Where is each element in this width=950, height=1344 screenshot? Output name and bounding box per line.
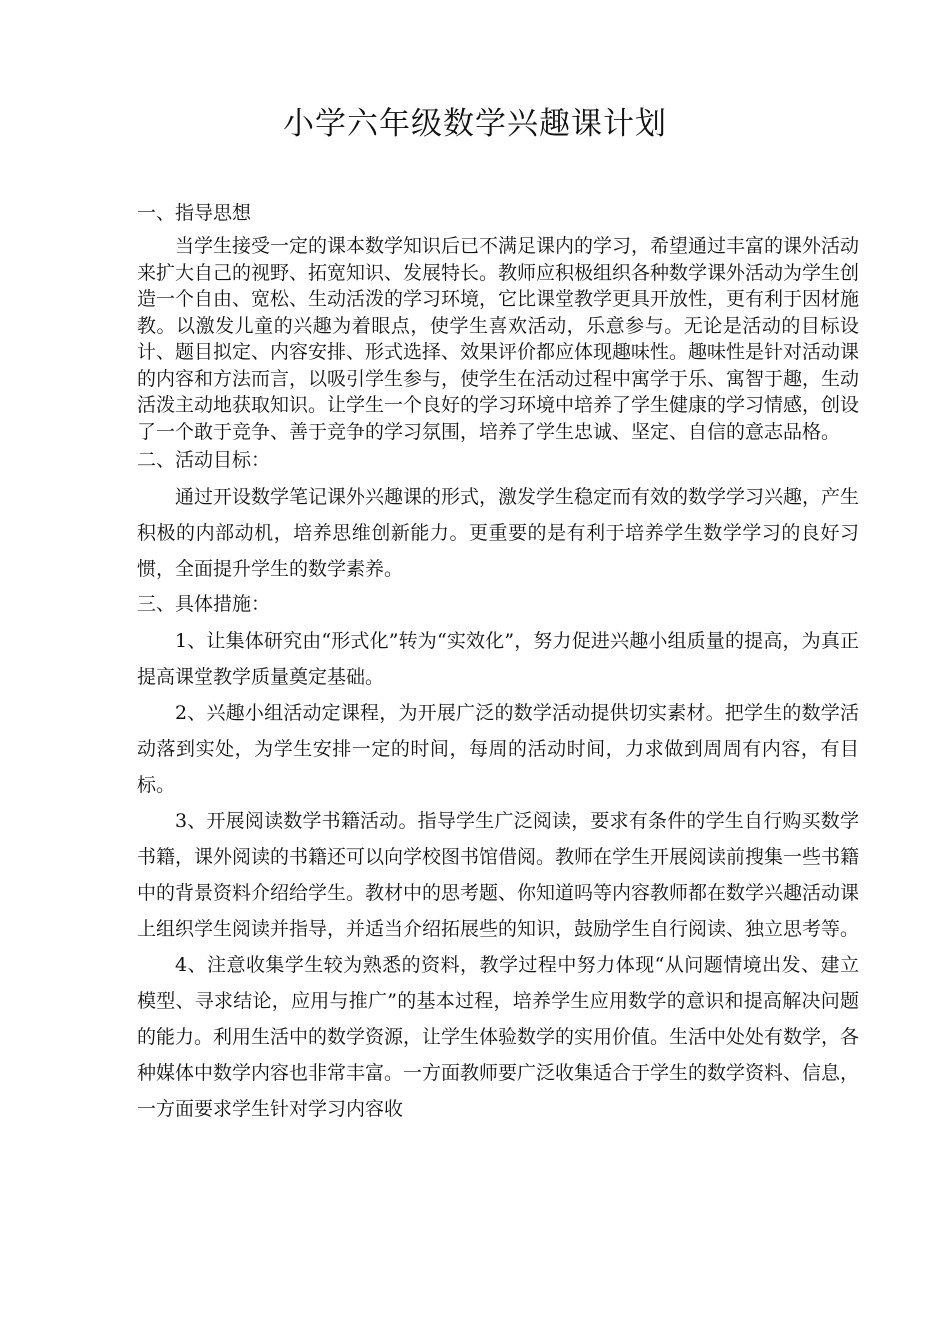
paragraph-guiding-ideology: 当学生接受一定的课本数学知识后已不满足课内的学习，希望通过丰富的课外活动来扩大自己的视野、拓宽知识、发展特长。教师应积极组织各种数学课外活动为学生创造一个自由、宽松、生动活泼的学习环境，它比课堂教学更具开放性，更有利于因材施教。以激发儿童的兴趣为着眼点，使学生喜欢活动，乐意参与。无论是活动的目标设计、题目拟定、内容安排、形式选择、效果评价都应体现趣味性。趣味性是针对活动课的内容和方法而言，以吸引学生参与，使学生在活动过程中寓学于乐、寓智于趣，生动活泼主动地获取知识。让学生一个良好的学习环境中培养了学生健康的学习情感，创设了一个敢于竞争、善于竞争的学习氛围，培养了学生忠诚、坚定、自信的意志品格。 [137,235,860,443]
section-heading-specific-measures: 三、具体措施： [137,593,271,615]
section-heading-guiding-ideology: 一、指导思想 [137,202,252,224]
measure-item-1: 1、让集体研究由“形式化”转为“实效化”，努力促进兴趣小组质量的提高，为真正提高课堂教学质量奠定基础。 [137,630,859,688]
measure-item-2: 2、兴趣小组活动定课程，为开展广泛的数学活动提供切实素材。把学生的数学活动落到实处，为学生安排一定的时间，每周的活动时间，力求做到周周有内容，有目标。 [137,702,859,796]
document-title: 小学六年级数学兴趣课计划 [283,106,667,142]
paragraph-activity-goals: 通过开设数学笔记课外兴趣课的形式，激发学生稳定而有效的数学学习兴趣，产生积极的内部动机，培养思维创新能力。更重要的是有利于培养学生数学学习的良好习惯，全面提升学生的数学素养。 [137,486,860,580]
section-heading-activity-goals: 二、活动目标： [137,449,271,471]
measure-item-4: 4、注意收集学生较为熟悉的资料，教学过程中努力体现“从问题情境出发、建立模型、寻求结论，应用与推广”的基本过程，培养学生应用数学的意识和提高解决问题的能力。利用生活中的数学资源，让学生体验数学的实用价值。生活中处处有数学，各种媒体中数学内容也非常丰富。一方面教师要广泛收集适合于学生的数学资料、信息，一方面要求学生针对学习内容收 [137,954,860,1120]
document-body [137,197,859,1127]
measure-item-3: 3、开展阅读数学书籍活动。指导学生广泛阅读，要求有条件的学生自行购买数学书籍，课外阅读的书籍还可以向学校图书馆借阅。教师在学生开展阅读前搜集一些书籍中的背景资料介绍给学生。教材中的思考题、你知道吗等内容教师都在数学兴趣活动课上组织学生阅读并指导，并适当介绍拓展些的知识，鼓励学生自行阅读、独立思考等。 [137,810,860,940]
